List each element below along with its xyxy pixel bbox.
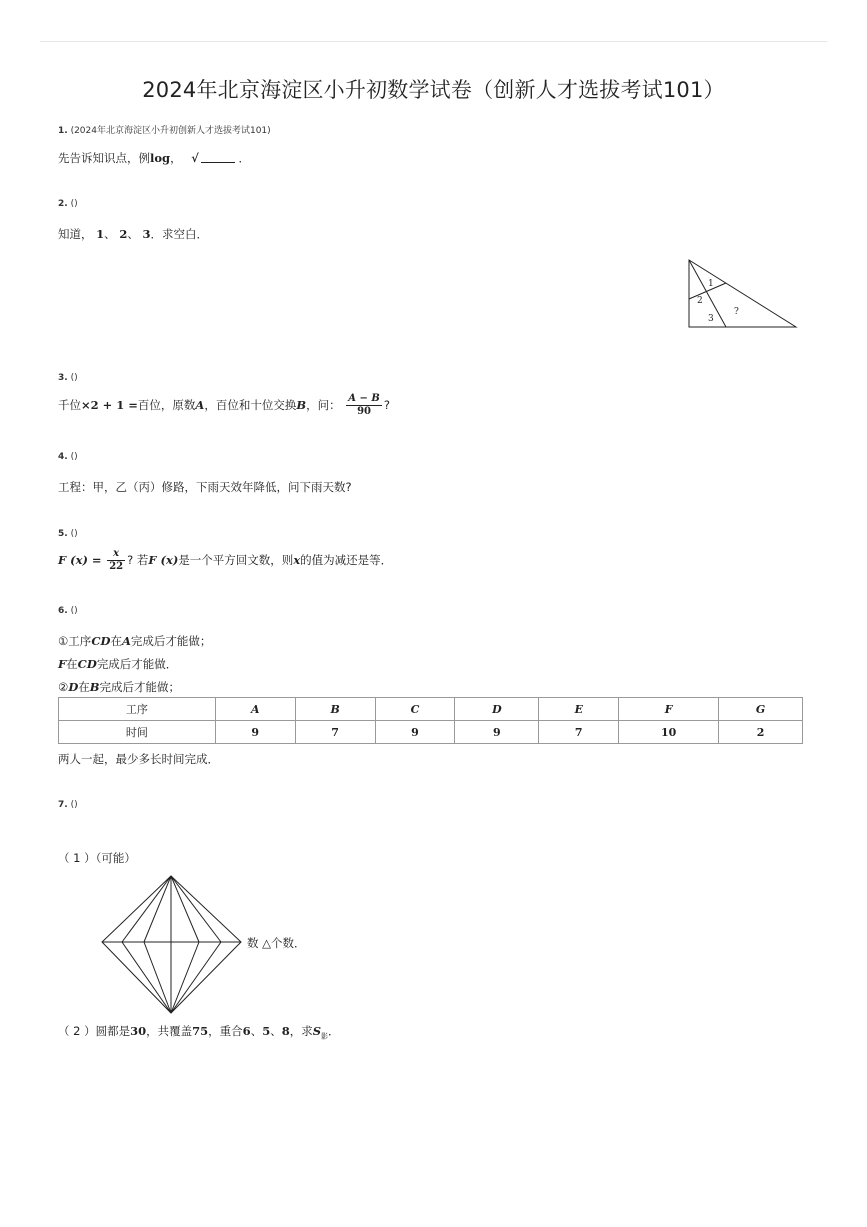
fraction: $\frac{x}{22}$ bbox=[109, 548, 124, 572]
question-6-line-2: F在CD完成后才能做． bbox=[58, 657, 178, 671]
question-4-text: 工程：甲，乙（丙）修路，下雨天效年降低，问下雨天数? bbox=[58, 480, 352, 494]
diamond-caption: 数 △个数． bbox=[247, 936, 306, 950]
question-7-part-1: （ 1 ）（可能） bbox=[58, 851, 136, 865]
question-source: (2024年北京海淀区小升初创新人才选拔考试101) bbox=[70, 126, 271, 136]
question-3-header: 3. () bbox=[58, 373, 78, 383]
question-number: 1. bbox=[58, 126, 68, 136]
fraction: $\frac{A - B}{90}$ bbox=[348, 393, 380, 417]
process-table bbox=[58, 697, 803, 744]
label-1: 1 bbox=[708, 279, 714, 289]
question-7-part-2: （ 2 ）圆都是30，共覆盖75，重合6、5、8，求$S_影$． bbox=[58, 1024, 340, 1041]
question-2-header: 2. () bbox=[58, 199, 78, 209]
question-1-text: 先告诉知识点，例log， √ ． bbox=[58, 151, 250, 165]
page-title: 2024年北京海淀区小升初数学试卷（创新人才选拔考试101） bbox=[142, 78, 725, 102]
question-5-text: F (x) = $\frac{x}{22}$ ? 若F (x)是一个平方回文数，则x的值为减还是等． bbox=[58, 548, 393, 572]
answer-blank bbox=[201, 162, 235, 163]
question-7-header: 7. () bbox=[58, 800, 78, 810]
triangle-figure bbox=[686, 258, 798, 330]
question-5-header: 5. () bbox=[58, 529, 78, 539]
question-2-text: 知道， 1、 2、 3．求空白． bbox=[58, 227, 209, 241]
label-question: ? bbox=[734, 307, 739, 317]
question-4-header: 4. () bbox=[58, 452, 78, 462]
label-3: 3 bbox=[708, 314, 714, 324]
sqrt-symbol: √ bbox=[191, 151, 199, 165]
top-rule bbox=[40, 41, 827, 42]
diamond-figure bbox=[100, 874, 245, 1016]
table-header-row: 工序 A B C D E F G bbox=[59, 698, 803, 721]
table-row: 时间 9 7 9 9 7 10 2 bbox=[59, 721, 803, 744]
question-6-line-3: ②D在B完成后才能做； bbox=[58, 680, 181, 694]
question-6-header: 6. () bbox=[58, 606, 78, 616]
question-3-text: 千位×2 + 1 =百位，原数A，百位和十位交换B，问： $\frac{A - B}{90}$ ? bbox=[58, 393, 390, 417]
outer-triangle bbox=[689, 260, 796, 327]
question-6-line-1: ①工序CD在A完成后才能做； bbox=[58, 634, 212, 648]
question-6-after: 两人一起，最少多长时间完成． bbox=[58, 752, 219, 766]
question-1-header bbox=[58, 123, 271, 136]
label-2: 2 bbox=[697, 296, 703, 306]
